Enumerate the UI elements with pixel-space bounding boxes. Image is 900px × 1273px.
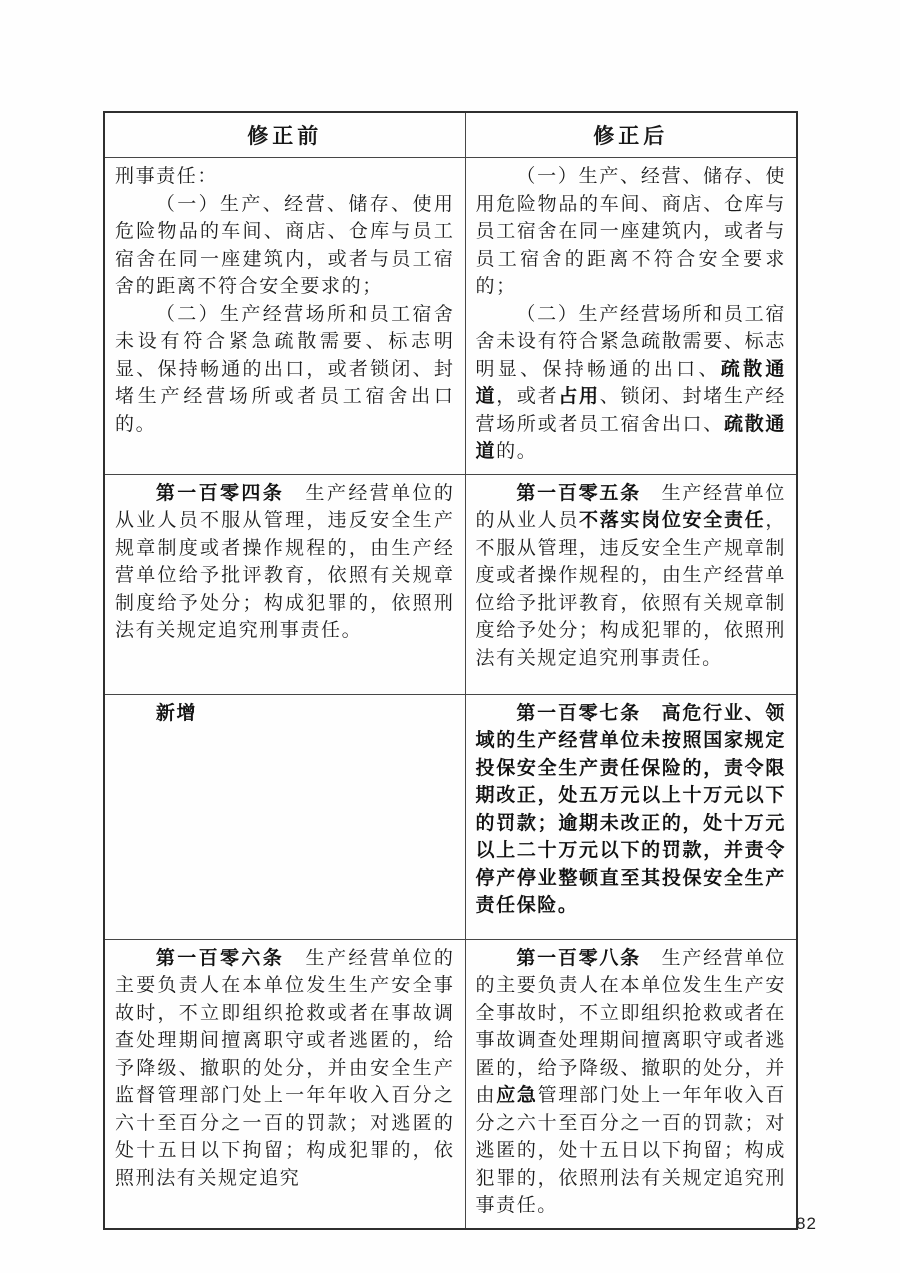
column-header-before [104, 112, 465, 158]
amended-text-run: 占用 [558, 386, 600, 407]
text-run: 生产经营单位的从业人员不服从管理，违反安全生产规章制度或者操作规程的，由生产经营单位给予批评教育，依照有关规章制度给予处分；构成犯罪的，依照刑法有关规定追究刑事责任。 [115, 482, 455, 641]
paragraph [115, 480, 455, 645]
paragraph [115, 191, 455, 301]
text-run: ，或者 [496, 386, 559, 407]
text-run: （一）生产、经营、储存、使用危险物品的车间、商店、仓库与员工宿舍在同一座建筑内，或者与员工宿舍的距离不符合安全要求的； [115, 193, 455, 297]
amended-text-run: 第一百零七条 高危行业、领域的生产经营单位未按照国家规定投保安全生产责任保险的，责令限期改正，处五万元以上十万元以下的罚款；逾期未改正的，处十万元以上二十万元以下的罚款，并责令停产停业整顿直至其投保安全生产责任保险。 [475, 702, 786, 916]
column-header-after-label: 修正后 [593, 125, 669, 148]
text-run: （一）生产、经营、储存、使用危险物品的车间、商店、仓库与员工宿舍在同一座建筑内，或者与员工宿舍的距离不符合安全要求的； [475, 166, 786, 297]
table-row [104, 694, 797, 939]
text-run: 的。 [496, 441, 538, 462]
column-header-after [465, 112, 797, 158]
paragraph [476, 480, 787, 673]
amended-text-run: 第一百零六条 [155, 947, 285, 969]
cell-before-new-addition [104, 694, 465, 939]
paragraph [476, 700, 787, 920]
text-run: 生产经营单位的主要负责人在本单位发生生产安全事故时，不立即组织抢救或者在事故调查处理期间擅离职守或者逃匿的，给予降级、撤职的处分，并由 [475, 947, 786, 1106]
text-run: ，不服从管理，违反安全生产规章制度或者操作规程的，由生产经营单位给予批评教育，依照有关规章制度给予处分；构成犯罪的，依照刑法有关规定追究刑事责任。 [475, 510, 786, 669]
amended-text-run: 第一百零四条 [155, 482, 285, 504]
text-run: 管理部门处上一年年收入百分之六十至百分之一百的罚款；对逃匿的，处十五日以下拘留；构成犯罪的，依照刑法有关规定追究刑事责任。 [475, 1085, 787, 1216]
column-header-before-label: 修正前 [247, 125, 323, 148]
paragraph [115, 163, 455, 191]
paragraph [115, 945, 455, 1193]
paragraph [476, 163, 787, 301]
amended-text-run: 疏散通道 [475, 358, 786, 407]
cell-after-criminal-liability [465, 158, 797, 475]
cell-before-article-106 [104, 939, 465, 1229]
table-row [104, 939, 797, 1229]
text-run: （二）生产经营场所和员工宿舍未设有符合紧急疏散需要、标志明显、保持畅通的出口、 [475, 303, 786, 380]
text-run: （二）生产经营场所和员工宿舍未设有符合紧急疏散需要、标志明显、保持畅通的出口，或者锁闭、封堵生产经营场所或者员工宿舍出口的。 [115, 303, 455, 435]
cell-before-criminal-liability [104, 158, 465, 475]
amended-text-run: 疏散通道 [475, 413, 786, 462]
cell-before-article-104 [104, 474, 465, 694]
text-run: 生产经营单位的从业人员 [475, 482, 786, 531]
cell-after-article-108 [465, 939, 797, 1229]
cell-after-article-107 [465, 694, 797, 939]
amended-text-run: 不落实岗位安全责任 [579, 510, 766, 531]
paragraph [115, 700, 455, 728]
amended-text-run: 新增 [155, 702, 198, 724]
table-row [104, 158, 797, 475]
amended-text-run: 应急 [496, 1085, 538, 1106]
paragraph [476, 301, 787, 466]
amended-text-run: 第一百零五条 [516, 482, 641, 504]
paragraph [476, 945, 787, 1220]
text-run: 、锁闭、封堵生产经营场所或者员工宿舍出口、 [475, 386, 787, 435]
amended-text-run: 第一百零八条 [516, 947, 641, 969]
cell-after-article-105 [465, 474, 797, 694]
paragraph [115, 301, 455, 439]
page-number: 82 [796, 1214, 817, 1233]
table-row [104, 474, 797, 694]
text-run: 刑事责任： [115, 166, 219, 187]
amendment-comparison-table [103, 111, 798, 1230]
text-run: 生产经营单位的主要负责人在本单位发生生产安全事故时，不立即组织抢救或者在事故调查处理期间擅离职守或者逃匿的，给予降级、撤职的处分，并由安全生产监督管理部门处上一年年收入百分之六十至百分之一百的罚款；对逃匿的处十五日以下拘留；构成犯罪的，依照刑法有关规定追究 [115, 947, 455, 1189]
table-header-row [104, 112, 797, 158]
